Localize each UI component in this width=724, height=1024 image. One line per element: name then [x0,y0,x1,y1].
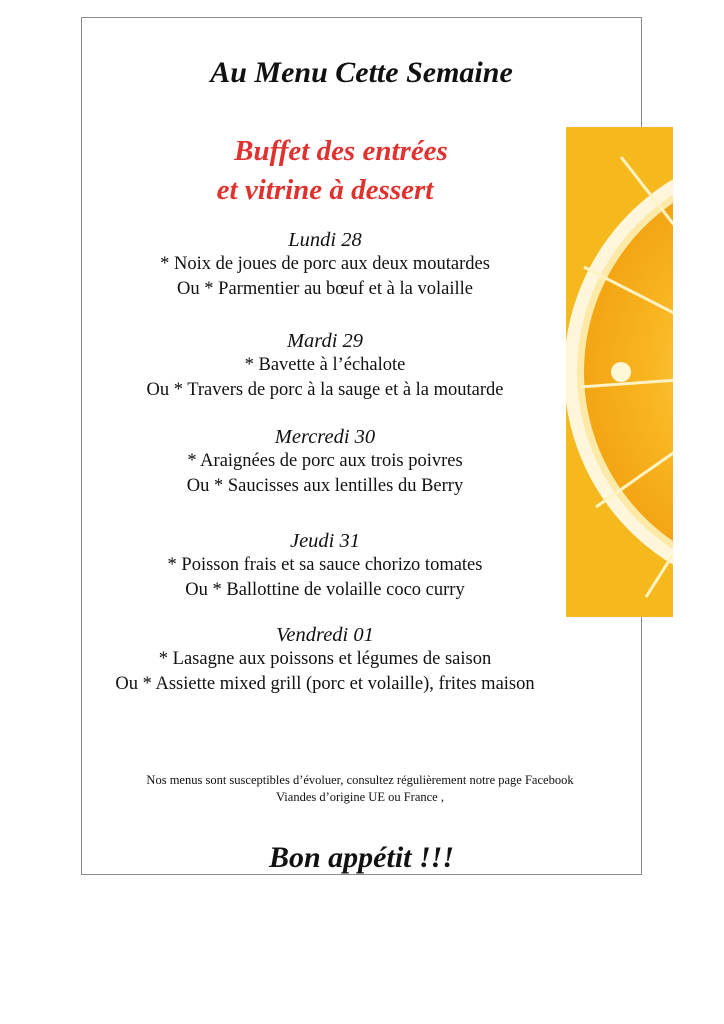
day-name: Mardi 29 [286,330,364,352]
disclaimer-line1: Nos menus sont susceptibles d’évoluer, consultez régulièrement notre page Facebook [146,773,574,787]
buffet-subtitle-line2: et vitrine à dessert [216,174,434,206]
orange-slice-image [566,127,673,617]
day-friday [90,623,560,697]
dish-option-2: Ou * Parmentier au bœuf et à la volaille [177,279,473,299]
dish-option-1: * Bavette à l’échalote [244,355,406,375]
menu-title: Au Menu Cette Semaine [210,56,513,89]
day-name: Jeudi 31 [289,530,361,552]
disclaimer-line2: Viandes d’origine UE ou France , [276,790,444,804]
dish-option-1: * Poisson frais et sa sauce chorizo tomates [167,555,483,575]
day-tuesday [90,329,560,403]
day-name: Vendredi 01 [276,624,374,646]
day-monday [90,228,560,302]
buffet-subtitle-line1: Buffet des entrées [234,135,448,167]
day-thursday [90,529,560,603]
closing-greeting: Bon appétit !!! [268,841,455,874]
dish-option-2: Ou * Saucisses aux lentilles du Berry [186,476,464,496]
dish-option-2: Ou * Assiette mixed grill (porc et volaille), frites maison [115,674,535,694]
day-wednesday [90,425,560,499]
dish-option-1: * Lasagne aux poissons et légumes de saison [158,649,492,669]
dish-option-1: * Noix de joues de porc aux deux moutardes [160,254,490,274]
day-name: Lundi 28 [288,229,362,251]
dish-option-2: Ou * Travers de porc à la sauge et à la moutarde [146,380,504,400]
dish-option-2: Ou * Ballottine de volaille coco curry [185,580,465,600]
day-name: Mercredi 30 [274,426,376,448]
dish-option-1: * Araignées de porc aux trois poivres [187,451,463,471]
